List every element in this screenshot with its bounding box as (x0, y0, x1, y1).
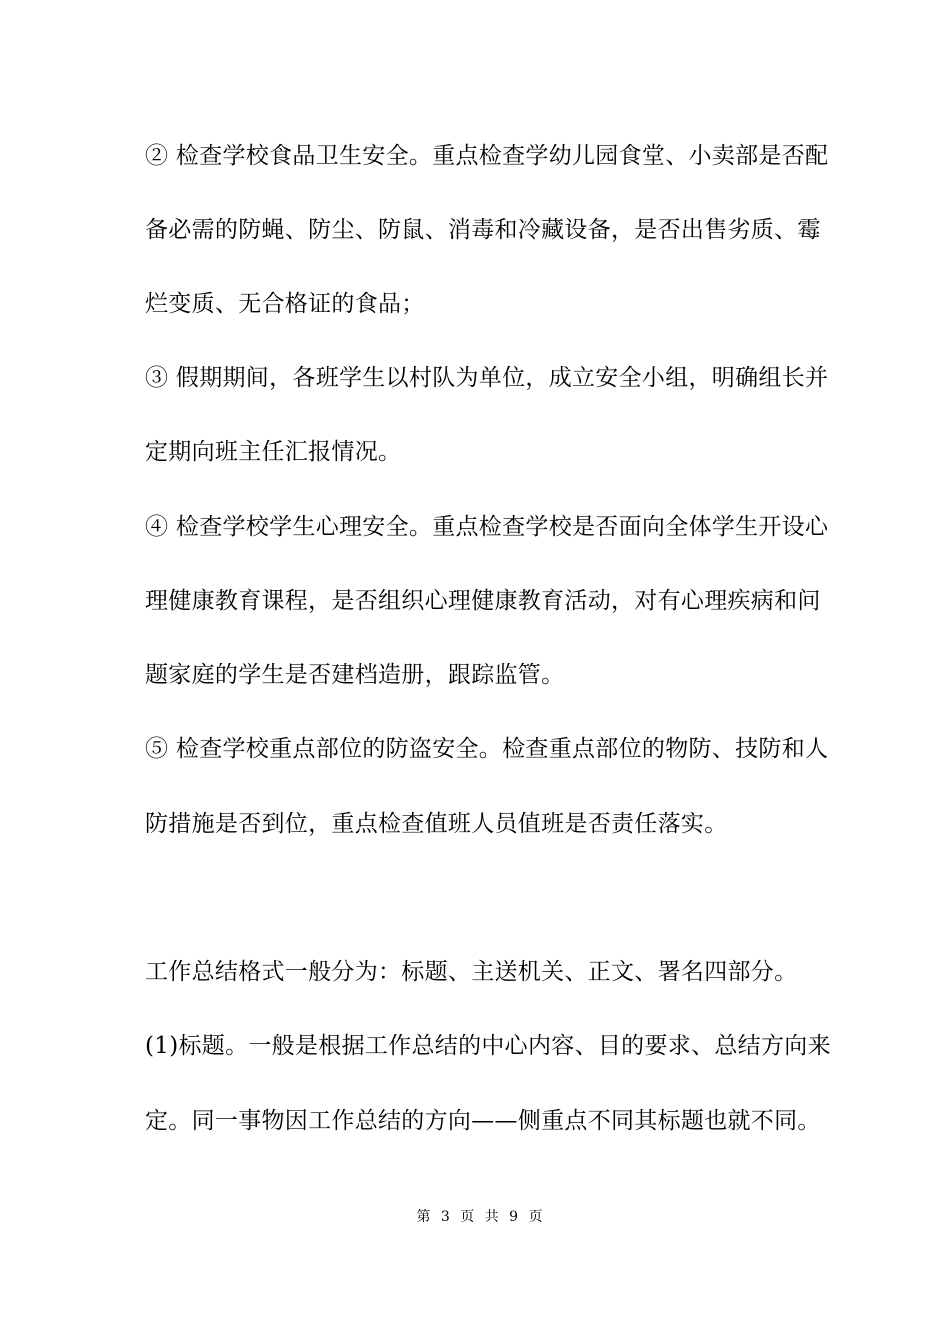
body-line: ⑤ 检查学校重点部位的防盗安全。检查重点部位的物防、技防和人 (145, 736, 829, 762)
body-line: 定。同一事物因工作总结的方向——侧重点不同其标题也就不同。 (145, 1108, 821, 1134)
body-line: 防措施是否到位，重点检查值班人员值班是否责任落实。 (145, 811, 728, 837)
body-line: 备必需的防蝇、防尘、防鼠、消毒和冷藏设备，是否出售劣质、霉 (145, 217, 821, 243)
body-line: ② 检查学校食品卫生安全。重点检查学幼儿园食堂、小卖部是否配 (145, 143, 829, 169)
body-line: 定期向班主任汇报情况。 (145, 439, 402, 465)
body-line: 理健康教育课程，是否组织心理健康教育活动，对有心理疾病和问 (145, 588, 821, 614)
page-number-footer: 第 3 页 共 9 页 (416, 1209, 546, 1225)
body-line: ③ 假期期间，各班学生以村队为单位，成立安全小组，明确组长并 (145, 365, 829, 391)
body-line: 工作总结格式一般分为：标题、主送机关、正文、署名四部分。 (145, 959, 798, 985)
body-line: 烂变质、无合格证的食品； (145, 291, 425, 317)
body-line: ④ 检查学校学生心理安全。重点检查学校是否面向全体学生开设心 (145, 514, 829, 540)
body-line: 题家庭的学生是否建档造册，跟踪监管。 (145, 662, 565, 688)
body-line: (1)标题。一般是根据工作总结的中心内容、目的要求、总结方向来 (145, 1033, 831, 1059)
